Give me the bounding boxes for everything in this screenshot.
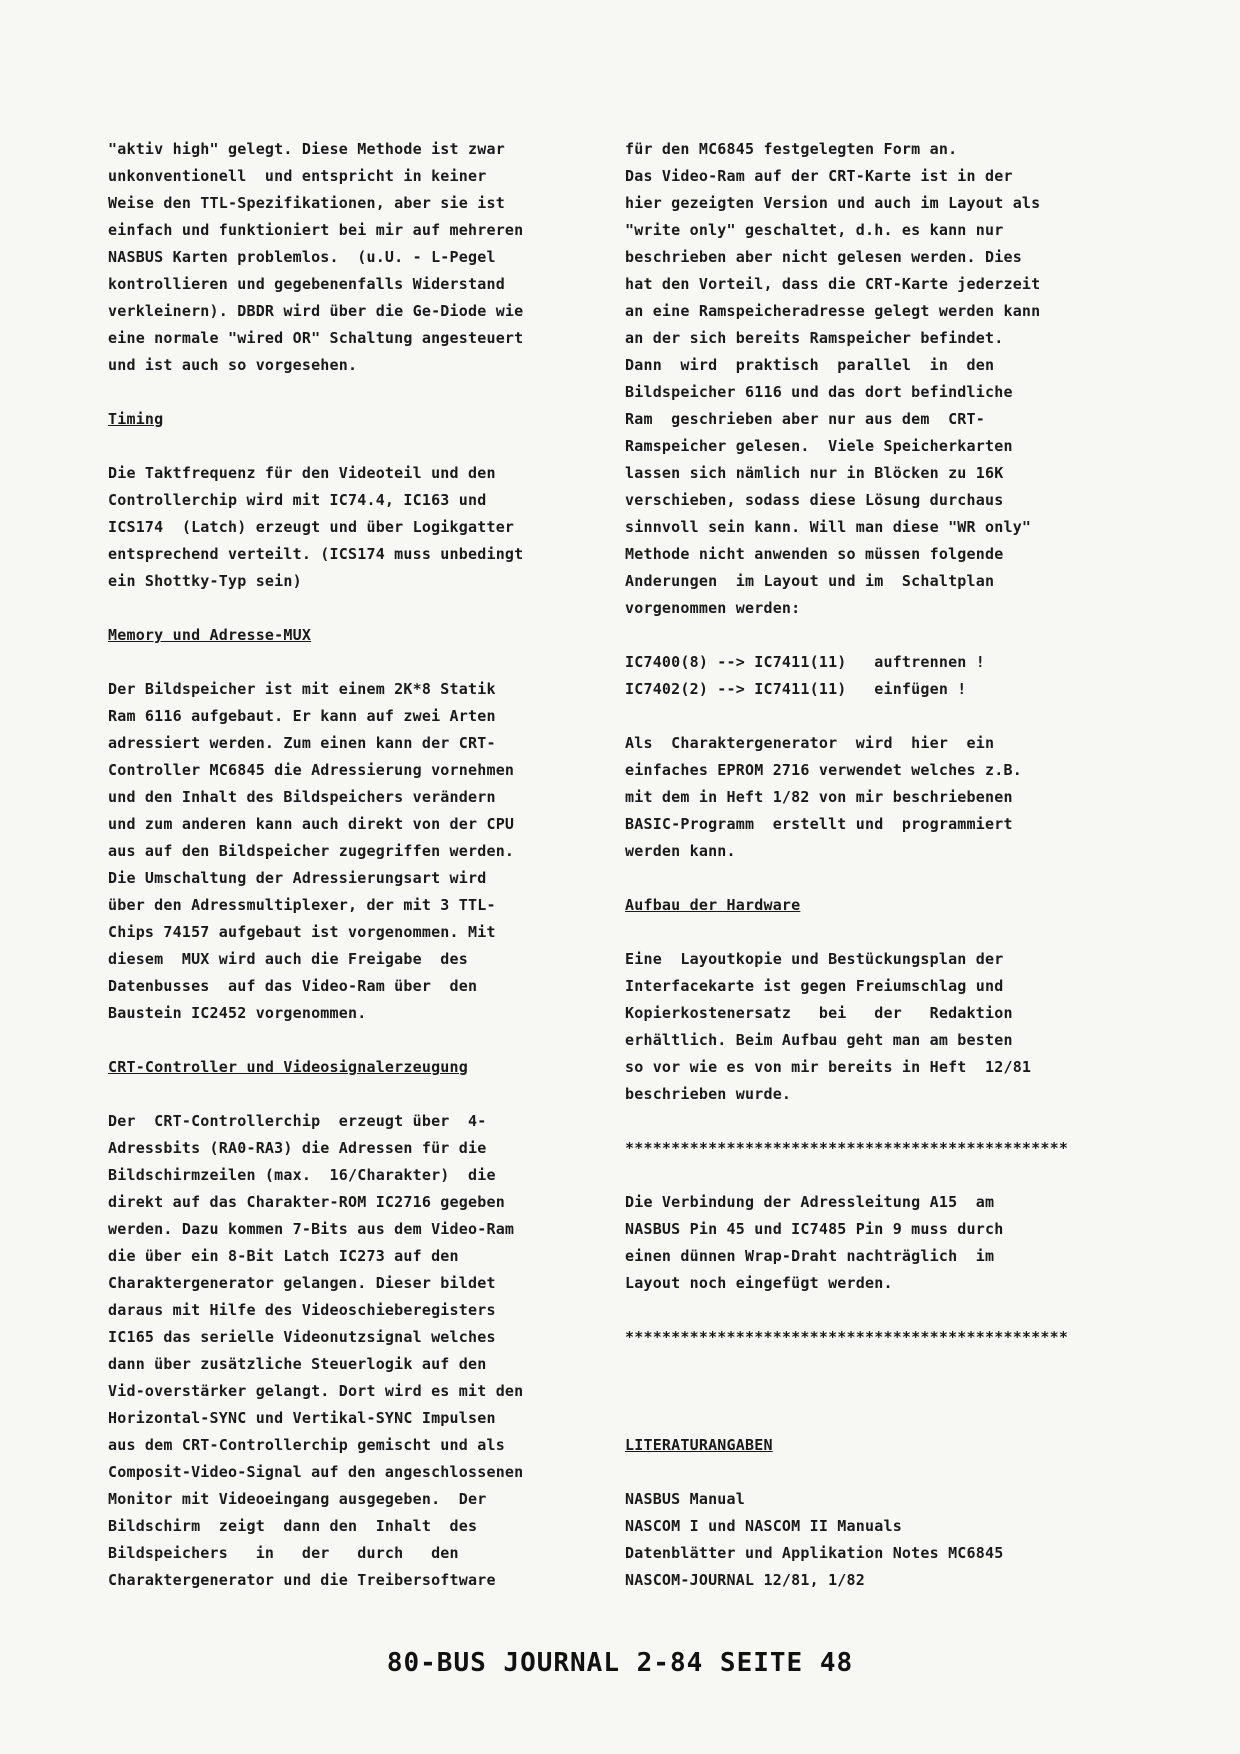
text-line: Der CRT-Controllerchip erzeugt über 4- (108, 1112, 487, 1130)
text-line: IC165 das serielle Videonutzsignal welches (108, 1328, 496, 1346)
right-column (625, 136, 1125, 1594)
text-line: Horizontal-SYNC und Vertikal-SYNC Impulsen (108, 1409, 496, 1427)
heading-literatur: LITERATURANGABEN (625, 1436, 773, 1454)
text-line: werden kann. (625, 842, 736, 860)
text-line: beschrieben wurde. (625, 1085, 792, 1103)
text-line: für den MC6845 festgelegten Form an. (625, 140, 958, 158)
left-column (108, 136, 598, 1594)
text-line: Ramspeicher gelesen. Viele Speicherkarten (625, 437, 1013, 455)
text-line: Als Charaktergenerator wird hier ein (625, 734, 995, 752)
text-line: und den Inhalt des Bildspeichers verändern (108, 788, 496, 806)
text-line: und zum anderen kann auch direkt von der CPU (108, 815, 515, 833)
text-line: IC7400(8) --> IC7411(11) auftrennen ! (625, 653, 985, 671)
text-line: verkleinern). DBDR wird über die Ge-Diode wie (108, 302, 524, 320)
text-line: NASCOM-JOURNAL 12/81, 1/82 (625, 1571, 865, 1589)
text-line: hat den Vorteil, dass die CRT-Karte jederzeit (625, 275, 1041, 293)
text-line: aus auf den Bildspeicher zugegriffen werden. (108, 842, 515, 860)
text-line: mit dem in Heft 1/82 von mir beschriebenen (625, 788, 1013, 806)
text-line: Bildspeicher 6116 und das dort befindliche (625, 383, 1013, 401)
text-line: Die Umschaltung der Adressierungsart wird (108, 869, 487, 887)
paragraph-aufbau (625, 946, 1125, 1108)
text-line: einen dünnen Wrap-Draht nachträglich im (625, 1247, 995, 1265)
text-line: Layout noch eingefügt werden. (625, 1274, 893, 1292)
text-line: ICS174 (Latch) erzeugt und über Logikgatter (108, 518, 515, 536)
text-line: Composit-Video-Signal auf den angeschlossenen (108, 1463, 524, 1481)
text-line: unkonventionell und entspricht in keiner (108, 167, 487, 185)
text-line: Chips 74157 aufgebaut ist vorgenommen. Mit (108, 923, 496, 941)
text-line: NASBUS Manual (625, 1490, 745, 1508)
text-line: beschrieben aber nicht gelesen werden. Dies (625, 248, 1022, 266)
paragraph-memory (108, 676, 598, 1027)
text-line: über den Adressmultiplexer, der mit 3 TTL- (108, 896, 496, 914)
text-line: direkt auf das Charakter-ROM IC2716 gegeben (108, 1193, 505, 1211)
text-line: Datenblätter und Applikation Notes MC6845 (625, 1544, 1004, 1562)
paragraph-note (625, 1189, 1125, 1297)
text-line: kontrollieren und gegebenenfalls Widerstand (108, 275, 505, 293)
text-line: verschieben, sodass diese Lösung durchaus (625, 491, 1004, 509)
literature-list (625, 1486, 1125, 1594)
text-line: Controllerchip wird mit IC74.4, IC163 und (108, 491, 487, 509)
text-line: werden. Dazu kommen 7-Bits aus dem Video-Ram (108, 1220, 515, 1238)
text-line: Vid-overstärker gelangt. Dort wird es mit den (108, 1382, 524, 1400)
paragraph-intro (108, 136, 598, 379)
text-line: vorgenommen werden: (625, 599, 801, 617)
text-line: "aktiv high" gelegt. Diese Methode ist zwar (108, 140, 505, 158)
separator-stars-1: ************************************************ (625, 1139, 1069, 1157)
text-line: Bildschirm zeigt dann den Inhalt des (108, 1517, 478, 1535)
text-line: Ram 6116 aufgebaut. Er kann auf zwei Arten (108, 707, 496, 725)
text-line: Baustein IC2452 vorgenommen. (108, 1004, 367, 1022)
text-line: NASCOM I und NASCOM II Manuals (625, 1517, 902, 1535)
text-line: Ram geschrieben aber nur aus dem CRT- (625, 410, 985, 428)
code-changes (625, 649, 1125, 703)
text-line: Das Video-Ram auf der CRT-Karte ist in der (625, 167, 1013, 185)
text-line: Die Verbindung der Adressleitung A15 am (625, 1193, 995, 1211)
text-line: an eine Ramspeicheradresse gelegt werden kann (625, 302, 1041, 320)
text-line: einfach und funktioniert bei mir auf mehreren (108, 221, 524, 239)
text-line: hier gezeigten Version und auch im Layout als (625, 194, 1041, 212)
text-line: Monitor mit Videoeingang ausgegeben. Der (108, 1490, 487, 1508)
heading-crt: CRT-Controller und Videosignalerzeugung (108, 1058, 468, 1076)
text-line: dann über zusätzliche Steuerlogik auf den (108, 1355, 487, 1373)
text-line: Dann wird praktisch parallel in den (625, 356, 995, 374)
text-line: Kopierkostenersatz bei der Redaktion (625, 1004, 1013, 1022)
page-footer: 80-BUS JOURNAL 2-84 SEITE 48 (386, 1648, 854, 1678)
text-line: Der Bildspeicher ist mit einem 2K*8 Statik (108, 680, 496, 698)
text-line: Charaktergenerator und die Treibersoftware (108, 1571, 496, 1589)
text-line: die über ein 8-Bit Latch IC273 auf den (108, 1247, 459, 1265)
text-line: ein Shottky-Typ sein) (108, 572, 302, 590)
separator-stars-2: ************************************************ (625, 1328, 1069, 1346)
heading-memory: Memory und Adresse-MUX (108, 626, 312, 644)
paragraph-chargen (625, 730, 1125, 865)
text-line: aus dem CRT-Controllerchip gemischt und als (108, 1436, 505, 1454)
text-line: adressiert werden. Zum einen kann der CRT- (108, 734, 496, 752)
text-line: sinnvoll sein kann. Will man diese "WR only" (625, 518, 1032, 536)
paragraph-ram (625, 136, 1125, 622)
text-line: IC7402(2) --> IC7411(11) einfügen ! (625, 680, 967, 698)
text-line: BASIC-Programm erstellt und programmiert (625, 815, 1013, 833)
text-line: Weise den TTL-Spezifikationen, aber sie ist (108, 194, 505, 212)
text-line: einfaches EPROM 2716 verwendet welches z.B. (625, 761, 1022, 779)
text-line: Methode nicht anwenden so müssen folgende (625, 545, 1004, 563)
text-line: Bildspeichers in der durch den (108, 1544, 459, 1562)
text-line: diesem MUX wird auch die Freigabe des (108, 950, 468, 968)
text-line: NASBUS Karten problemlos. (u.U. - L-Pegel (108, 248, 496, 266)
text-line: daraus mit Hilfe des Videoschieberegisters (108, 1301, 496, 1319)
text-line: Datenbusses auf das Video-Ram über den (108, 977, 478, 995)
text-line: Controller MC6845 die Adressierung vornehmen (108, 761, 515, 779)
text-line: eine normale "wired OR" Schaltung angesteuert (108, 329, 524, 347)
text-line: entsprechend verteilt. (ICS174 muss unbedingt (108, 545, 524, 563)
text-line: Die Taktfrequenz für den Videoteil und den (108, 464, 496, 482)
text-line: Eine Layoutkopie und Bestückungsplan der (625, 950, 1004, 968)
heading-aufbau: Aufbau der Hardware (625, 896, 801, 914)
text-line: Interfacekarte ist gegen Freiumschlag und (625, 977, 1004, 995)
text-line: Bildschirmzeilen (max. 16/Charakter) die (108, 1166, 496, 1184)
text-line: "write only" geschaltet, d.h. es kann nur (625, 221, 1004, 239)
paragraph-crt (108, 1108, 598, 1594)
text-line: so vor wie es von mir bereits in Heft 12/81 (625, 1058, 1032, 1076)
text-line: und ist auch so vorgesehen. (108, 356, 358, 374)
text-line: Charaktergenerator gelangen. Dieser bildet (108, 1274, 496, 1292)
heading-timing: Timing (108, 410, 164, 428)
text-line: NASBUS Pin 45 und IC7485 Pin 9 muss durch (625, 1220, 1004, 1238)
text-line: lassen sich nämlich nur in Blöcken zu 16K (625, 464, 1004, 482)
text-line: an der sich bereits Ramspeicher befindet. (625, 329, 1004, 347)
paragraph-timing (108, 460, 598, 595)
text-line: Adressbits (RA0-RA3) die Adressen für die (108, 1139, 487, 1157)
text-line: erhältlich. Beim Aufbau geht man am besten (625, 1031, 1013, 1049)
text-line: Anderungen im Layout und im Schaltplan (625, 572, 995, 590)
